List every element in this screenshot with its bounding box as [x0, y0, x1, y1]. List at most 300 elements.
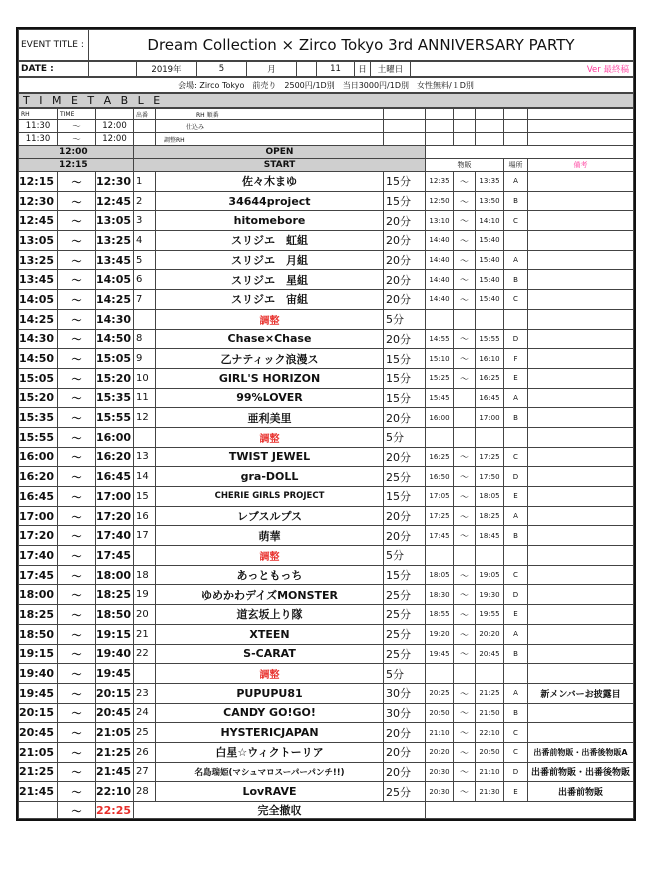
- order-number: 19: [134, 585, 156, 605]
- performer-name: GIRL'S HORIZON: [156, 368, 384, 388]
- merch-sep: ～: [454, 506, 476, 526]
- rh-header: RH: [19, 109, 58, 120]
- time-sep: ～: [58, 447, 96, 467]
- duration: 15分: [384, 487, 426, 507]
- end-label: 完全撤収: [134, 802, 426, 819]
- end-time: 15:20: [96, 368, 134, 388]
- performance-row: [19, 742, 634, 762]
- merch-end: 21:10: [476, 762, 504, 782]
- order-number: 22: [134, 644, 156, 664]
- merch-place: E: [504, 368, 528, 388]
- merch-place: B: [504, 644, 528, 664]
- time-sep: ～: [58, 388, 96, 408]
- performer-name: gra-DOLL: [156, 467, 384, 487]
- adjustment-row: [19, 427, 634, 447]
- start-time: 19:15: [19, 644, 58, 664]
- start-time: 14:50: [19, 349, 58, 369]
- time-sep: ～: [58, 250, 96, 270]
- merch-start: 16:00: [426, 408, 454, 428]
- merch-start: 18:55: [426, 605, 454, 625]
- merch-place: [504, 664, 528, 684]
- duration: 5分: [384, 427, 426, 447]
- time-sep: ～: [58, 683, 96, 703]
- performer-name: 調整: [156, 664, 384, 684]
- duration: 25分: [384, 585, 426, 605]
- merch-sep: ～: [454, 191, 476, 211]
- merch-sep: [454, 408, 476, 428]
- performer-name: あっともっち: [156, 565, 384, 585]
- order-number: 18: [134, 565, 156, 585]
- duration: 25分: [384, 467, 426, 487]
- end-sep: ～: [58, 802, 96, 819]
- duration: 30分: [384, 703, 426, 723]
- duration: 5分: [384, 309, 426, 329]
- end-time: 17:45: [96, 546, 134, 566]
- order-number: 9: [134, 349, 156, 369]
- merch-start: 20:20: [426, 742, 454, 762]
- merch-start: 12:50: [426, 191, 454, 211]
- info-table: [18, 77, 634, 93]
- end-time: 18:00: [96, 565, 134, 585]
- time-sep: ～: [58, 605, 96, 625]
- merch-place: E: [504, 605, 528, 625]
- time-sep: ～: [58, 487, 96, 507]
- end-time: 13:05: [96, 211, 134, 231]
- time-sep: ～: [58, 723, 96, 743]
- performance-row: [19, 388, 634, 408]
- merch-end: 15:40: [476, 270, 504, 290]
- performance-row: [19, 506, 634, 526]
- merch-place: D: [504, 467, 528, 487]
- end-time: 12:45: [96, 191, 134, 211]
- performance-row: [19, 211, 634, 231]
- duration: 25分: [384, 605, 426, 625]
- note: [528, 211, 634, 231]
- start-time: 20:15: [19, 703, 58, 723]
- performer-name: 白星☆ウィクトーリア: [156, 742, 384, 762]
- end-time: 14:50: [96, 329, 134, 349]
- merch-sep: ～: [454, 605, 476, 625]
- end-time: 19:15: [96, 624, 134, 644]
- merch-end: 17:25: [476, 447, 504, 467]
- merch-sep: ～: [454, 644, 476, 664]
- start-time: 15:20: [19, 388, 58, 408]
- merch-sep: ～: [454, 762, 476, 782]
- adjustment-row: [19, 664, 634, 684]
- merch-end: [476, 427, 504, 447]
- merch-end: [476, 546, 504, 566]
- timetable-sheet: [16, 27, 636, 821]
- merch-sep: ～: [454, 487, 476, 507]
- duration: 20分: [384, 447, 426, 467]
- adjustment-row: [19, 546, 634, 566]
- merch-end: 20:20: [476, 624, 504, 644]
- merch-start: 14:40: [426, 231, 454, 251]
- end-time: 16:20: [96, 447, 134, 467]
- merch-start: [426, 309, 454, 329]
- merch-place: C: [504, 742, 528, 762]
- order-number: 10: [134, 368, 156, 388]
- note: 出番前物販・出番後物販: [528, 762, 634, 782]
- start-time: 13:25: [19, 250, 58, 270]
- merch-place: C: [504, 565, 528, 585]
- start-time: 15:35: [19, 408, 58, 428]
- start-time: 21:05: [19, 742, 58, 762]
- end-time: 18:50: [96, 605, 134, 625]
- rh-order-header: RH 順番: [156, 109, 384, 120]
- performance-row: [19, 723, 634, 743]
- performance-row: [19, 250, 634, 270]
- time-sep: ～: [58, 329, 96, 349]
- start-time: 14:30: [19, 329, 58, 349]
- order-number: 5: [134, 250, 156, 270]
- start-time: 12:45: [19, 211, 58, 231]
- time-sep: ～: [58, 467, 96, 487]
- merch-end: 21:30: [476, 782, 504, 802]
- order-number: 25: [134, 723, 156, 743]
- order-number: 4: [134, 231, 156, 251]
- merch-sep: ～: [454, 231, 476, 251]
- merch-end: 19:05: [476, 565, 504, 585]
- start-time: 18:25: [19, 605, 58, 625]
- performer-name: HYSTERICJAPAN: [156, 723, 384, 743]
- date-blank-2: [297, 62, 317, 77]
- duration: 15分: [384, 349, 426, 369]
- end-time: 22:10: [96, 782, 134, 802]
- performer-name: 99%LOVER: [156, 388, 384, 408]
- end-time: 14:25: [96, 290, 134, 310]
- performance-row: [19, 349, 634, 369]
- start-time: 12:30: [19, 191, 58, 211]
- merch-start: 15:10: [426, 349, 454, 369]
- order-number: 14: [134, 467, 156, 487]
- performance-row: [19, 329, 634, 349]
- performer-name: 萌華: [156, 526, 384, 546]
- duration: 5分: [384, 546, 426, 566]
- performer-name: XTEEN: [156, 624, 384, 644]
- end-time: 16:00: [96, 427, 134, 447]
- order-number: 3: [134, 211, 156, 231]
- performer-name: 道玄坂上り隊: [156, 605, 384, 625]
- merch-sep: ～: [454, 703, 476, 723]
- merch-sep: ～: [454, 526, 476, 546]
- merch-end: 19:30: [476, 585, 504, 605]
- version-label: Ver 最終稿: [411, 62, 634, 77]
- date-year: 2019年: [137, 62, 197, 77]
- merch-header: 物販: [426, 159, 504, 172]
- time-header: TIME: [58, 109, 96, 120]
- start-time: 17:40: [19, 546, 58, 566]
- duration: 15分: [384, 565, 426, 585]
- mini-note: 調整RH: [156, 133, 384, 146]
- merch-start: 14:40: [426, 250, 454, 270]
- start-time: 19:45: [19, 683, 58, 703]
- order-number: 6: [134, 270, 156, 290]
- merch-start: 16:25: [426, 447, 454, 467]
- end-time: 20:45: [96, 703, 134, 723]
- duration: 20分: [384, 762, 426, 782]
- time-sep: ～: [58, 703, 96, 723]
- time-sep: ～: [58, 526, 96, 546]
- order-number: 17: [134, 526, 156, 546]
- duration: 20分: [384, 408, 426, 428]
- header-table: [18, 29, 634, 61]
- order-number: 12: [134, 408, 156, 428]
- time-sep: ～: [58, 506, 96, 526]
- duration: 5分: [384, 664, 426, 684]
- note: [528, 408, 634, 428]
- order-number: 2: [134, 191, 156, 211]
- end-time: 14:30: [96, 309, 134, 329]
- performance-row: [19, 782, 634, 802]
- duration: 20分: [384, 250, 426, 270]
- merch-sep: ～: [454, 329, 476, 349]
- date-month: 5: [197, 62, 247, 77]
- merch-end: 16:45: [476, 388, 504, 408]
- note: [528, 191, 634, 211]
- note: [528, 467, 634, 487]
- merch-place: B: [504, 191, 528, 211]
- merch-start: 20:30: [426, 782, 454, 802]
- performer-name: PUPUPU81: [156, 683, 384, 703]
- note: [528, 309, 634, 329]
- end-time: 12:30: [96, 172, 134, 192]
- merch-place: B: [504, 703, 528, 723]
- note: [528, 703, 634, 723]
- merch-place: F: [504, 349, 528, 369]
- note: [528, 506, 634, 526]
- order-number: 1: [134, 172, 156, 192]
- end-row: [19, 802, 634, 819]
- order-number: 11: [134, 388, 156, 408]
- performer-name: LovRAVE: [156, 782, 384, 802]
- performance-row: [19, 585, 634, 605]
- merch-end: 15:40: [476, 250, 504, 270]
- performer-name: 乙ナティック浪漫ス: [156, 349, 384, 369]
- performance-row: [19, 605, 634, 625]
- start-time: 18:50: [19, 624, 58, 644]
- end-time: 17:00: [96, 487, 134, 507]
- date-label: DATE :: [19, 62, 89, 77]
- performer-name: TWIST JEWEL: [156, 447, 384, 467]
- start-time: 16:00: [19, 447, 58, 467]
- order-number: 27: [134, 762, 156, 782]
- note: [528, 349, 634, 369]
- merch-end: 19:55: [476, 605, 504, 625]
- time-sep: ～: [58, 742, 96, 762]
- adjustment-row: [19, 309, 634, 329]
- start-time: 13:45: [19, 270, 58, 290]
- time-sep: ～: [58, 585, 96, 605]
- time-sep: ～: [58, 172, 96, 192]
- performer-name: 佐々木まゆ: [156, 172, 384, 192]
- duration: 25分: [384, 782, 426, 802]
- end-time: 15:35: [96, 388, 134, 408]
- merch-start: 14:40: [426, 290, 454, 310]
- merch-sep: [454, 388, 476, 408]
- merch-start: 17:05: [426, 487, 454, 507]
- order-number: [134, 664, 156, 684]
- start-time: 18:00: [19, 585, 58, 605]
- time-sep: ～: [58, 782, 96, 802]
- merch-sep: ～: [454, 172, 476, 192]
- end-time: 15:55: [96, 408, 134, 428]
- performance-row: [19, 762, 634, 782]
- duration: 20分: [384, 723, 426, 743]
- merch-end: 20:50: [476, 742, 504, 762]
- note: [528, 290, 634, 310]
- order-number: 23: [134, 683, 156, 703]
- merch-start: 15:45: [426, 388, 454, 408]
- merch-end: 15:55: [476, 329, 504, 349]
- note: [528, 250, 634, 270]
- order-number: 8: [134, 329, 156, 349]
- end-time: 14:05: [96, 270, 134, 290]
- merch-place: A: [504, 683, 528, 703]
- end-time: 19:40: [96, 644, 134, 664]
- duration: 15分: [384, 368, 426, 388]
- note: [528, 664, 634, 684]
- note: [528, 585, 634, 605]
- merch-sep: ～: [454, 565, 476, 585]
- start-time: 15:05: [19, 368, 58, 388]
- performer-name: 亜利美里: [156, 408, 384, 428]
- merch-start: 12:35: [426, 172, 454, 192]
- note: [528, 231, 634, 251]
- order-number: 21: [134, 624, 156, 644]
- mini-row: [19, 120, 634, 133]
- timetable-label: T I M E T A B L E: [19, 94, 634, 108]
- merch-sep: ～: [454, 290, 476, 310]
- time-sep: ～: [58, 231, 96, 251]
- performer-name: CHERIE GIRLS PROJECT: [156, 487, 384, 507]
- performer-name: 34644project: [156, 191, 384, 211]
- merch-end: 13:50: [476, 191, 504, 211]
- performance-row: [19, 172, 634, 192]
- date-table: [18, 61, 634, 77]
- merch-end: 21:50: [476, 703, 504, 723]
- end-time: 21:25: [96, 742, 134, 762]
- merch-place: A: [504, 388, 528, 408]
- merch-start: 20:25: [426, 683, 454, 703]
- order-number: 16: [134, 506, 156, 526]
- merch-start: 17:25: [426, 506, 454, 526]
- mini-end: 12:00: [96, 120, 134, 133]
- order-number: [134, 309, 156, 329]
- time-sep: ～: [58, 664, 96, 684]
- merch-start: [426, 546, 454, 566]
- merch-place: A: [504, 172, 528, 192]
- merch-start: 16:50: [426, 467, 454, 487]
- start-time: 16:20: [19, 467, 58, 487]
- merch-sep: ～: [454, 742, 476, 762]
- duration: 15分: [384, 191, 426, 211]
- note: [528, 487, 634, 507]
- mini-start: 11:30: [19, 120, 58, 133]
- merch-place: C: [504, 211, 528, 231]
- performer-name: レブスルプス: [156, 506, 384, 526]
- merch-end: 20:45: [476, 644, 504, 664]
- order-number: 15: [134, 487, 156, 507]
- merch-place: A: [504, 250, 528, 270]
- note: [528, 546, 634, 566]
- date-weekday: 土曜日: [371, 62, 411, 77]
- merch-sep: ～: [454, 782, 476, 802]
- note: [528, 447, 634, 467]
- mini-start: 11:30: [19, 133, 58, 146]
- note: [528, 172, 634, 192]
- order-number: 7: [134, 290, 156, 310]
- time-sep: ～: [58, 546, 96, 566]
- duration: 20分: [384, 211, 426, 231]
- time-sep: ～: [58, 368, 96, 388]
- start-time: 17:20: [19, 526, 58, 546]
- start-time: 12:15: [19, 172, 58, 192]
- duration: 25分: [384, 624, 426, 644]
- end-time: 13:45: [96, 250, 134, 270]
- merch-sep: ～: [454, 368, 476, 388]
- performer-name: 調整: [156, 309, 384, 329]
- performer-name: S-CARAT: [156, 644, 384, 664]
- start-time: 12:15: [19, 159, 134, 172]
- merch-start: 15:25: [426, 368, 454, 388]
- merch-start: 18:05: [426, 565, 454, 585]
- performer-name: hitomebore: [156, 211, 384, 231]
- merch-sep: ～: [454, 250, 476, 270]
- mini-header-row: [19, 109, 634, 120]
- performance-row: [19, 683, 634, 703]
- duration: 20分: [384, 329, 426, 349]
- performance-row: [19, 565, 634, 585]
- date-blank: [89, 62, 137, 77]
- order-number: 13: [134, 447, 156, 467]
- merch-place: A: [504, 506, 528, 526]
- merch-start: 19:20: [426, 624, 454, 644]
- duration: 20分: [384, 270, 426, 290]
- merch-sep: [454, 664, 476, 684]
- open-row: [19, 146, 634, 159]
- start-time: 17:00: [19, 506, 58, 526]
- order-number: 28: [134, 782, 156, 802]
- performance-row: [19, 447, 634, 467]
- duration: 30分: [384, 683, 426, 703]
- note: 出番前物販: [528, 782, 634, 802]
- time-sep: ～: [58, 309, 96, 329]
- end-time: 19:45: [96, 664, 134, 684]
- mini-end: 12:00: [96, 133, 134, 146]
- merch-sep: ～: [454, 467, 476, 487]
- schedule-table: [18, 108, 634, 819]
- merch-end: 13:35: [476, 172, 504, 192]
- end-time: 20:15: [96, 683, 134, 703]
- note: [528, 565, 634, 585]
- time-sep: ～: [58, 427, 96, 447]
- performer-name: ゆめかわデイズMONSTER: [156, 585, 384, 605]
- performance-row: [19, 270, 634, 290]
- merch-sep: [454, 546, 476, 566]
- event-title-label: EVENT TITLE :: [19, 30, 89, 61]
- merch-end: 18:25: [476, 506, 504, 526]
- merch-sep: ～: [454, 349, 476, 369]
- end-time: 22:25: [96, 802, 134, 819]
- merch-end: 16:25: [476, 368, 504, 388]
- end-time: 16:45: [96, 467, 134, 487]
- start-time: 14:05: [19, 290, 58, 310]
- end-time: 21:05: [96, 723, 134, 743]
- order-number: 26: [134, 742, 156, 762]
- performance-row: [19, 231, 634, 251]
- merch-place: C: [504, 290, 528, 310]
